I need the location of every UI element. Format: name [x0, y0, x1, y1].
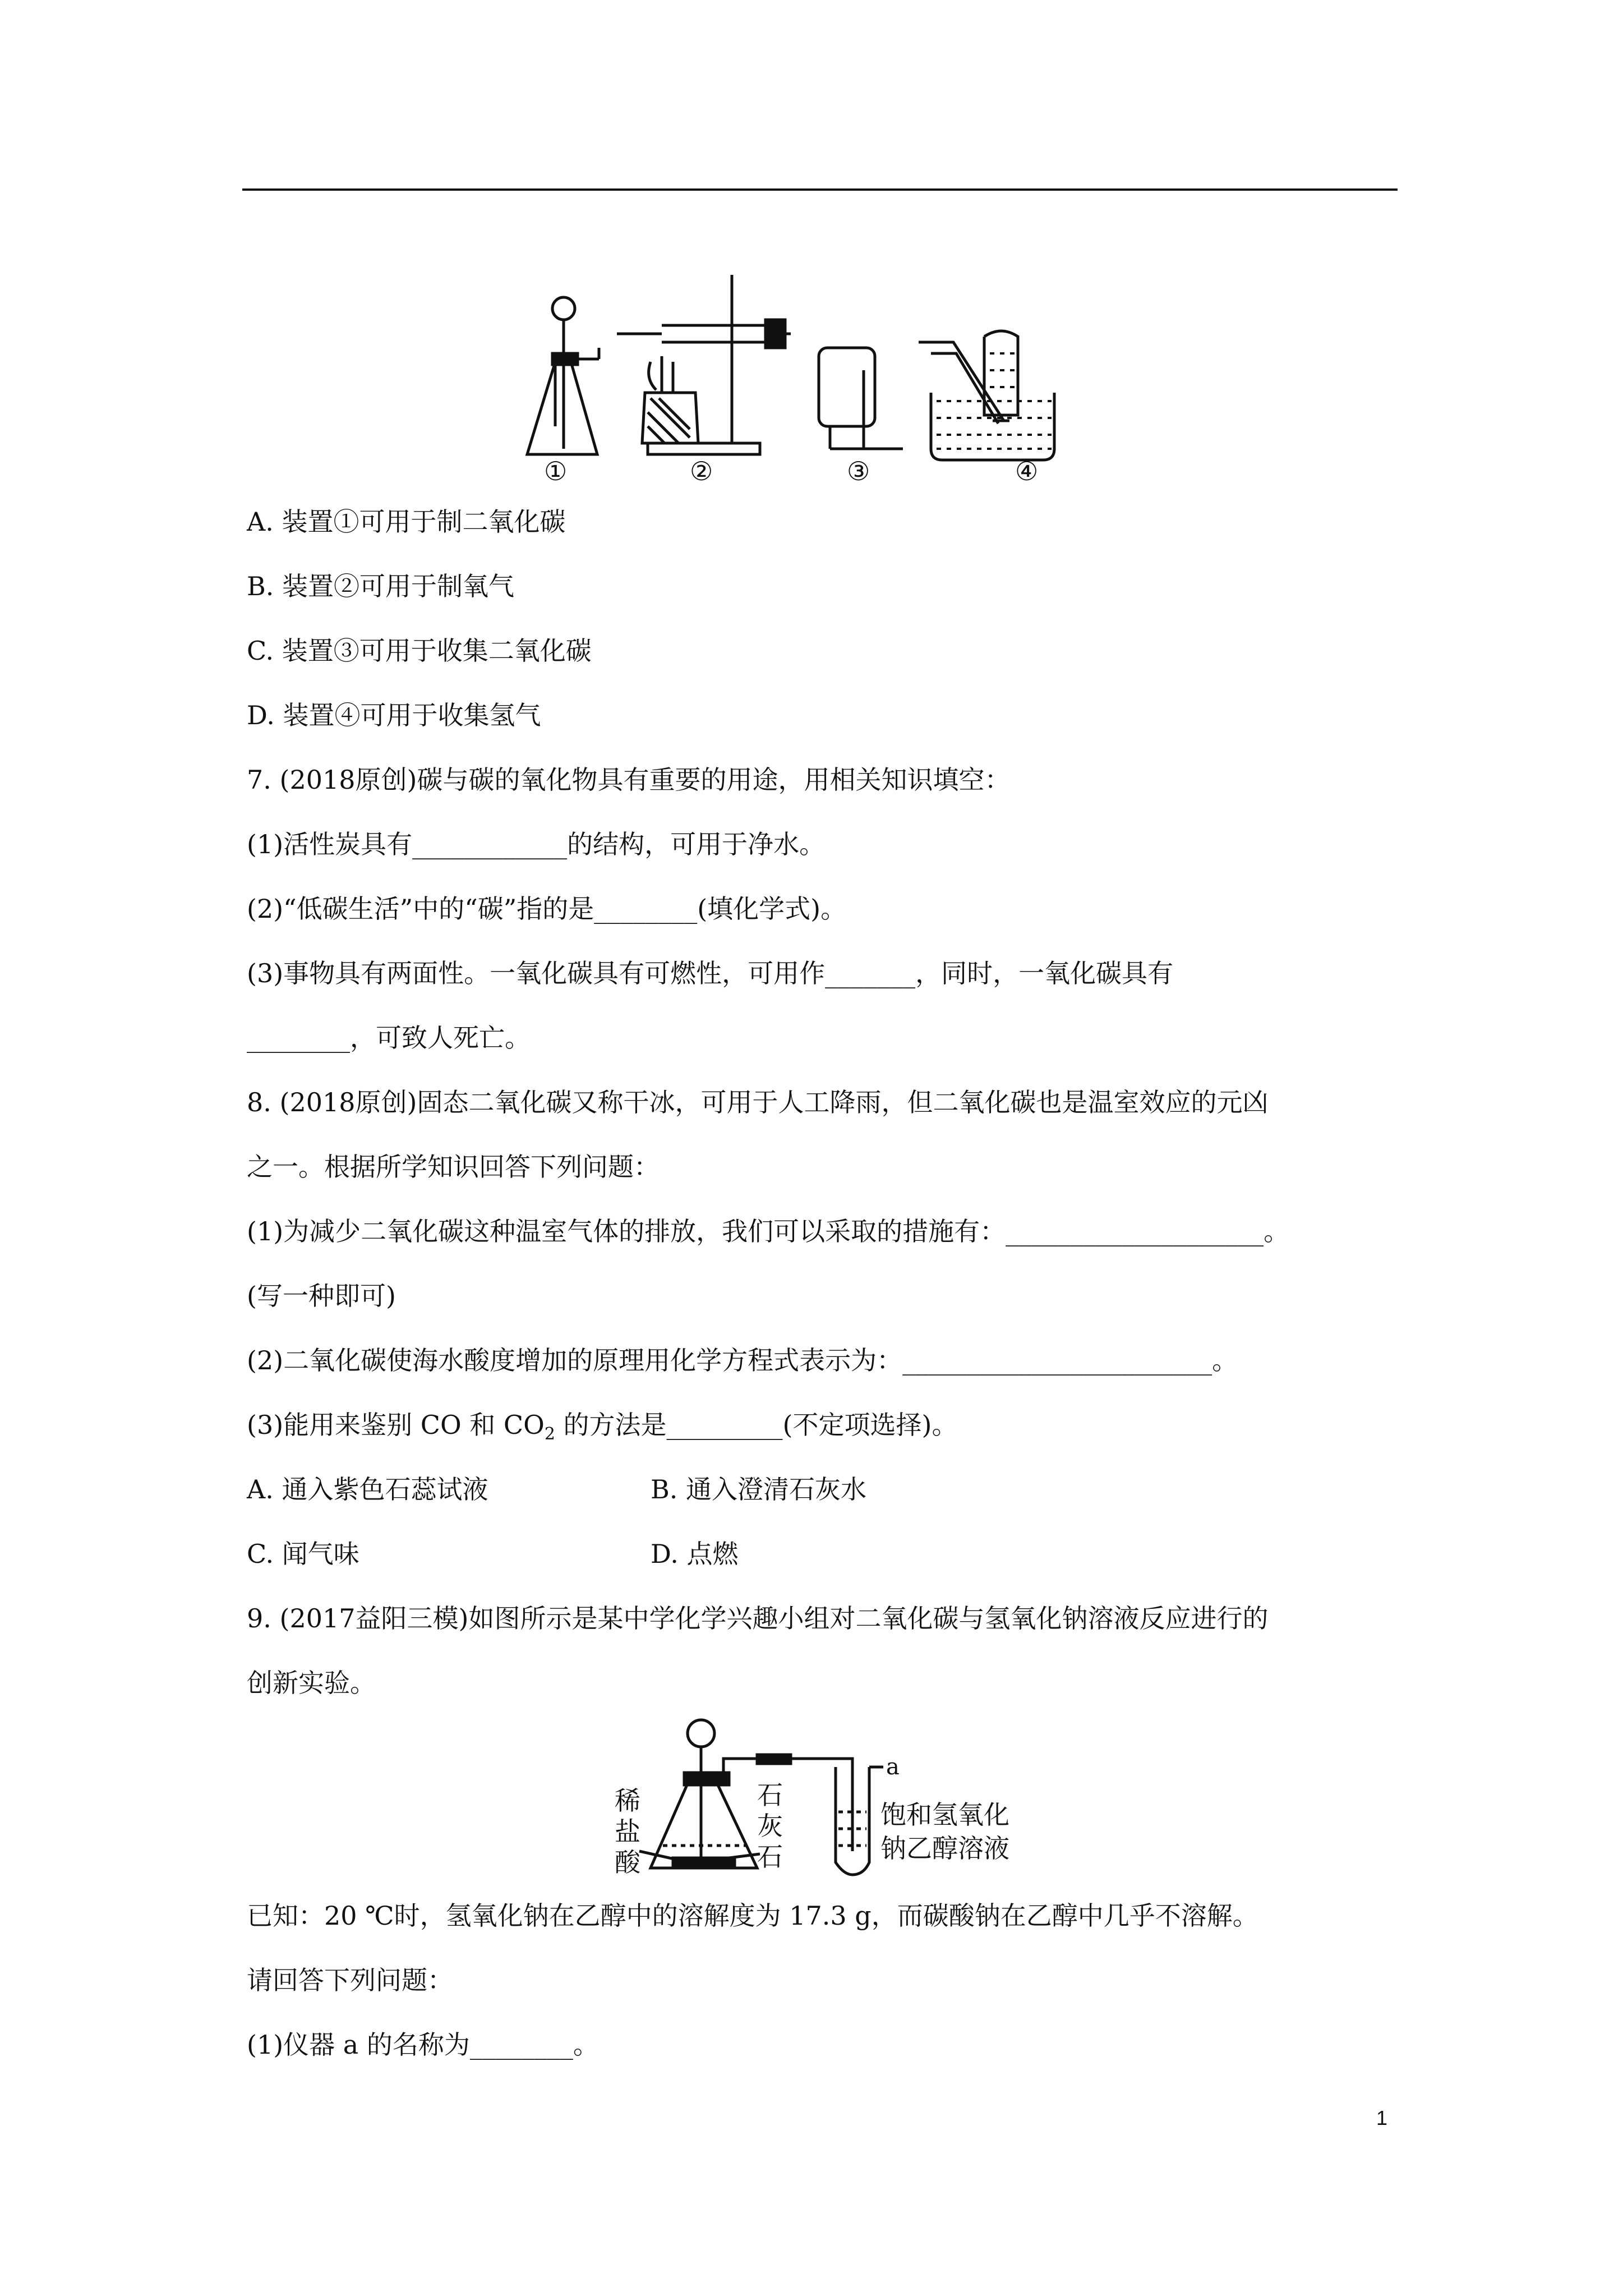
q6-option-d: D. 装置④可用于收集氢气: [247, 700, 541, 730]
q8-part-3-post: 的方法是_________(不定项选择)。: [555, 1410, 958, 1440]
label-dilute-1: 稀: [615, 1786, 640, 1816]
apparatus-figure: [505, 264, 1150, 494]
q7-stem: 7. (2018原创)碳与碳的氧化物具有重要的用途，用相关知识填空：: [247, 765, 1011, 795]
q6-option-a: A. 装置①可用于制二氧化碳: [247, 507, 566, 537]
label-instrument-a: a: [886, 1754, 900, 1780]
q8-option-c: C. 闻气味: [247, 1539, 359, 1569]
q8-part-3-pre: (3)能用来鉴别 CO 和 CO: [247, 1410, 545, 1440]
q9-ask: 请回答下列问题：: [247, 1965, 453, 1995]
q7-part-3b: ________，可致人死亡。: [247, 1023, 531, 1053]
apparatus-drawing: [505, 264, 1150, 494]
q8-stem-b: 之一。根据所学知识回答下列问题：: [247, 1152, 660, 1182]
q8-option-a: A. 通入紫色石蕊试液: [247, 1474, 488, 1504]
q8-option-d: D. 点燃: [651, 1539, 739, 1569]
apparatus-label-2: ②: [690, 456, 713, 486]
label-solution-1: 饱和氢氧化: [880, 1800, 1009, 1830]
page-number: 1: [1376, 2106, 1387, 2129]
q9-part-1: (1)仪器 a 的名称为________。: [247, 2030, 599, 2060]
q6-option-b: B. 装置②可用于制氧气: [247, 571, 515, 601]
label-limestone-2: 灰: [757, 1811, 783, 1841]
q8-part-1: (1)为减少二氧化碳这种温室气体的排放，我们可以采取的措施有：____________________。: [247, 1216, 1290, 1246]
label-solution-2: 钠乙醇溶液: [880, 1833, 1009, 1864]
q8-part-3: [247, 1408, 957, 1451]
label-dilute-2: 盐: [615, 1816, 640, 1847]
label-limestone-1: 石: [757, 1780, 783, 1810]
q8-part-2: (2)二氧化碳使海水酸度增加的原理用化学方程式表示为：________________________。: [247, 1345, 1238, 1375]
label-dilute-3: 酸: [615, 1847, 640, 1878]
apparatus-label-4: ④: [1015, 456, 1039, 486]
q7-part-2: (2)“低碳生活”中的“碳”指的是________(填化学式)。: [247, 894, 847, 924]
q8-part-1-note: (写一种即可): [247, 1281, 396, 1311]
q8-option-b: B. 通入澄清石灰水: [651, 1474, 867, 1504]
apparatus-label-1: ①: [544, 456, 568, 486]
q9-known: 已知：20 ℃时，氢氧化钠在乙醇中的溶解度为 17.3 g，而碳酸钠在乙醇中几乎不溶解。: [247, 1901, 1258, 1931]
q7-part-3a: (3)事物具有两面性。一氧化碳具有可燃性，可用作_______，同时，一氧化碳具有: [247, 958, 1174, 988]
q6-option-c: C. 装置③可用于收集二氧化碳: [247, 636, 592, 666]
apparatus-label-3: ③: [847, 456, 870, 486]
q8-part-3-sub: 2: [544, 1424, 555, 1444]
q9-stem-a: 9. (2017益阳三模)如图所示是某中学化学兴趣小组对二氧化碳与氢氧化钠溶液反应进行的: [247, 1603, 1269, 1634]
q9-stem-b: 创新实验。: [247, 1668, 376, 1698]
q7-part-1: (1)活性炭具有____________的结构，可用于净水。: [247, 829, 826, 859]
header-rule: [242, 188, 1398, 191]
experiment-figure: [617, 1711, 1021, 1879]
label-limestone-3: 石: [757, 1842, 783, 1872]
q8-stem-a: 8. (2018原创)固态二氧化碳又称干冰，可用于人工降雨，但二氧化碳也是温室效应的元凶: [247, 1087, 1269, 1117]
